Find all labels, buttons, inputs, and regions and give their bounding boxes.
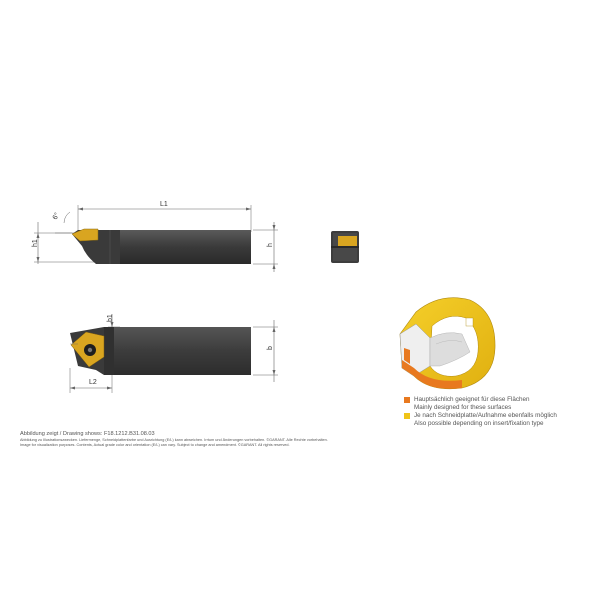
legend-possible-en: Also possible depending on insert/fixation type [414, 420, 544, 427]
b1-label: b1 [107, 314, 114, 322]
l2-label: L2 [89, 379, 97, 386]
b-label: b [267, 346, 274, 350]
side-view [32, 201, 278, 272]
disclaimer-de: Abbildung zu Illustrationszwecken. Liefermenge, Schneidplattenfarbe und Ausrichtung (E/L) kann abweichen. Irrtum und Änderungen vorbehalten. ©GARANT. Alle Rechte vorbehalten. [20, 438, 328, 442]
drawing-footnote [20, 431, 380, 448]
surface-legend [404, 396, 594, 428]
end-view-insert [338, 236, 357, 246]
disclaimer-en: Image for visualization purposes. Contents, Actual grade color and orientation (E/L) can vary. Subject to change and amendment. ©GARANT. All rights reserved. [20, 443, 290, 447]
side-insert [72, 229, 98, 241]
legend-item-possible [404, 412, 594, 428]
drawing-shows-line: Abbildung zeigt / Drawing shows: F18.1212.B31.08.03 [20, 431, 155, 437]
surface-ring-illustration [400, 298, 495, 389]
angle-label: 6° [51, 211, 62, 222]
legend-main-de: Hauptsächlich geeignet für diese Flächen [414, 396, 530, 403]
legend-item-main [404, 396, 594, 412]
h1-label: h1 [32, 239, 39, 247]
end-view [331, 231, 359, 263]
h-label: h [267, 243, 274, 247]
legend-main-en: Mainly designed for these surfaces [414, 404, 512, 411]
top-view [70, 314, 278, 393]
side-shank [120, 230, 251, 264]
top-shank [104, 327, 251, 375]
yellow-swatch-icon [404, 413, 410, 419]
l1-label: L1 [160, 201, 168, 208]
orange-swatch-icon [404, 397, 410, 403]
legend-possible-de: Je nach Schneidplatte/Aufnahme ebenfalls möglich [414, 412, 557, 419]
